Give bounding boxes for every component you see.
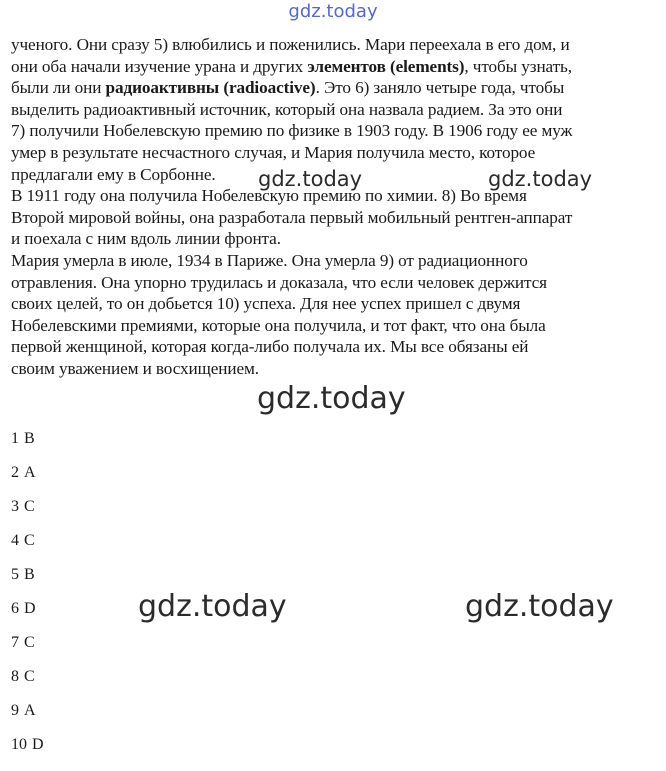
bold-term-elements: элементов (elements)	[307, 56, 465, 76]
text-segment: они оба начали изучение урана и других	[11, 56, 308, 76]
text-line: 7) получили Нобелевскую премию по физике в 1903 году. В 1906 году ее муж	[11, 121, 573, 141]
text-line: своим уважением и восхищением.	[11, 358, 259, 378]
answer-item	[11, 464, 41, 482]
answer-number: 6	[11, 600, 19, 617]
text-line: Второй мировой войны, она разработала первый мобильный рентген-аппарат	[11, 207, 573, 227]
answer-number: 4	[11, 532, 19, 549]
story-text	[11, 34, 661, 380]
answer-letter: D	[24, 600, 36, 617]
answer-number: 1	[11, 430, 19, 447]
answer-number: 10	[11, 736, 27, 753]
watermark-mid-right: gdz.today	[488, 167, 593, 191]
text-line: ученого. Они сразу 5) влюбились и поженились. Мари переехала в его дом, и	[11, 35, 570, 54]
answer-item	[11, 498, 40, 516]
answer-item	[11, 736, 49, 754]
answer-letter: C	[24, 498, 35, 515]
answer-letter: B	[24, 430, 35, 447]
watermark-top: gdz.today	[288, 1, 378, 22]
watermark-big: gdz.today	[257, 381, 406, 416]
answer-item	[11, 634, 40, 652]
text-line: своих целей, то он добьется 10) успеха. Для нее успех пришел с двумя	[11, 294, 521, 314]
answer-letter: C	[24, 668, 35, 685]
answer-letter: B	[24, 566, 35, 583]
answer-number: 5	[11, 566, 19, 583]
text-line: умер в результате несчастного случая, и Мария получила место, которое	[11, 142, 536, 162]
answer-number: 7	[11, 634, 19, 651]
text-line: выделить радиоактивный источник, который она назвала радием. За это они	[11, 99, 563, 119]
text-segment: . Это 6) заняло четыре года, чтобы	[315, 78, 565, 98]
text-line: В 1911 году она получила Нобелевскую премию по химии. 8) Во время	[11, 186, 527, 206]
text-segment: были ли они	[11, 78, 106, 98]
answer-number: 8	[11, 668, 19, 685]
watermark-low-left: gdz.today	[138, 589, 287, 624]
text-line: отравления. Она упорно трудилась и доказала, что если человек держится	[11, 272, 547, 292]
answer-letter: D	[32, 736, 44, 753]
text-line	[11, 56, 661, 78]
text-line: предлагали ему в Сорбонне.	[11, 164, 216, 184]
answer-item	[11, 668, 40, 686]
text-line: Мария умерла в июле, 1934 в Париже. Она умерла 9) от радиационного	[11, 250, 528, 270]
answer-number: 2	[11, 464, 19, 481]
answer-letter: C	[24, 634, 35, 651]
answer-letter: C	[24, 532, 35, 549]
answer-number: 9	[11, 702, 19, 719]
answer-letter: A	[24, 464, 36, 481]
answer-item	[11, 532, 40, 550]
answer-number: 3	[11, 498, 19, 515]
text-line	[11, 77, 661, 99]
text-line: первой женщиной, которая когда-либо получала их. Мы все обязаны ей	[11, 337, 529, 357]
watermark-mid-left: gdz.today	[258, 167, 363, 191]
answer-letter: A	[24, 702, 36, 719]
answer-item	[11, 430, 40, 448]
text-line: и поехала с ним вдоль линии фронта.	[11, 229, 281, 249]
bold-term-radioactive: радиоактивны (radioactive)	[105, 78, 316, 98]
answer-item	[11, 600, 41, 618]
answer-item	[11, 702, 41, 720]
text-segment: , чтобы узнать,	[464, 56, 572, 76]
text-line: Нобелевскими премиями, которые она получила, и тот факт, что она была	[11, 315, 546, 335]
answer-item	[11, 566, 40, 584]
watermark-low-right: gdz.today	[465, 589, 614, 624]
